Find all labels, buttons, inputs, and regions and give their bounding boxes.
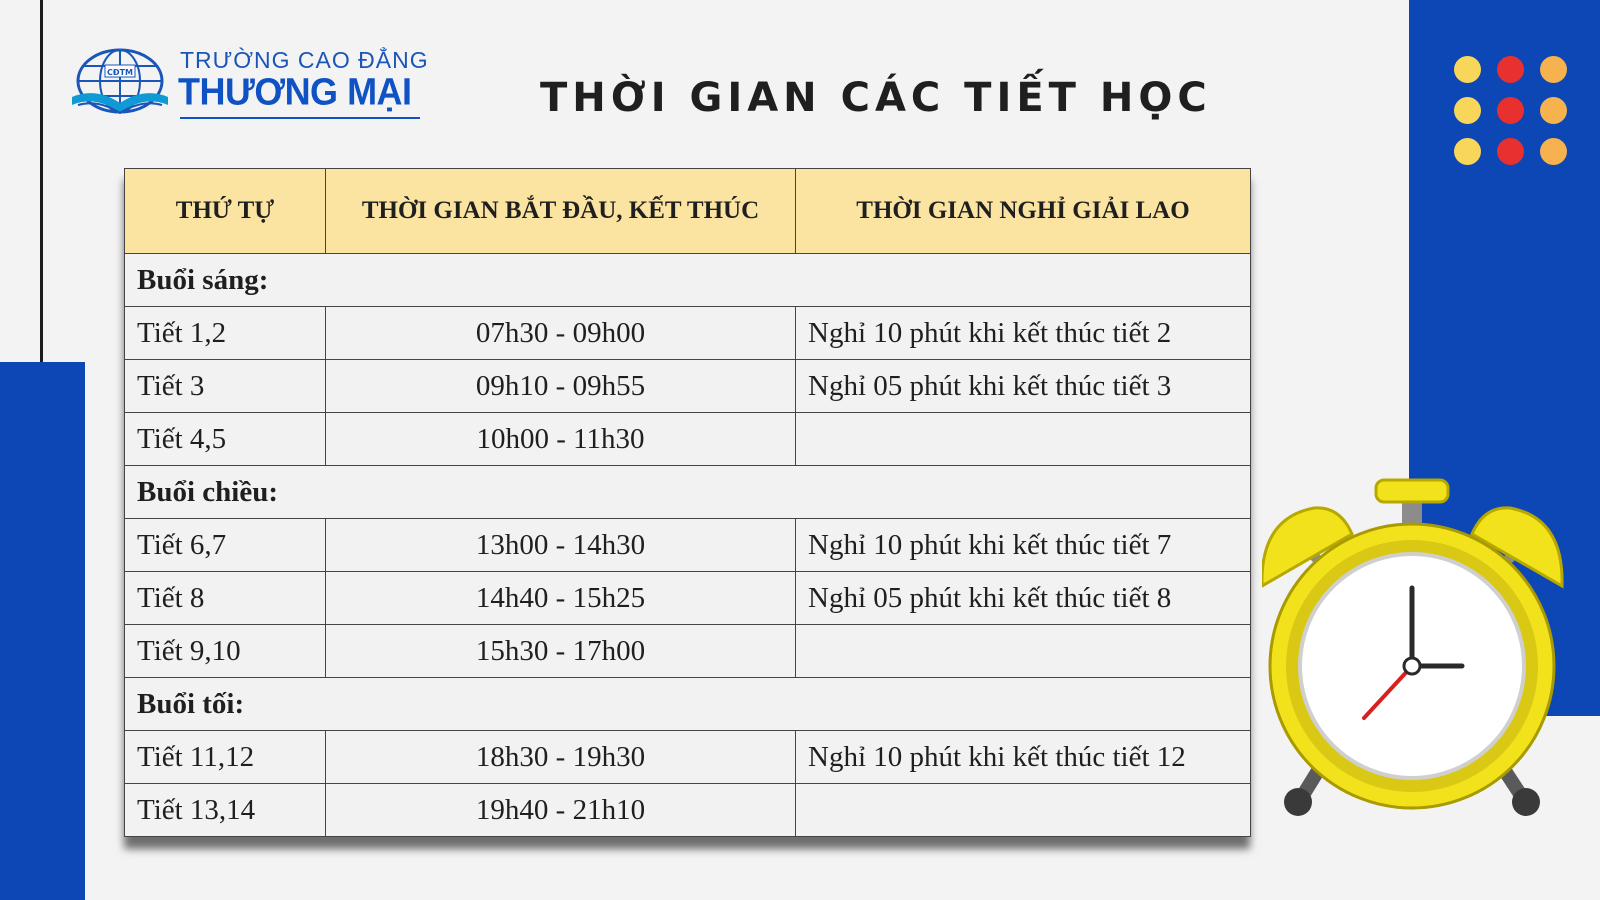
decorative-dot: [1497, 97, 1524, 124]
break-cell: Nghỉ 05 phút khi kết thúc tiết 3: [796, 360, 1251, 413]
time-cell: 14h40 - 15h25: [326, 572, 796, 625]
period-cell: Tiết 3: [125, 360, 326, 413]
time-cell: 19h40 - 21h10: [326, 784, 796, 837]
decorative-dot: [1540, 138, 1567, 165]
header-order: THỨ TỰ: [125, 169, 326, 254]
period-cell: Tiết 9,10: [125, 625, 326, 678]
globe-book-logo-icon: [68, 47, 172, 121]
time-cell: 09h10 - 09h55: [326, 360, 796, 413]
time-cell: 18h30 - 19h30: [326, 731, 796, 784]
period-cell: Tiết 13,14: [125, 784, 326, 837]
logo-school-name: THƯƠNG MẠI: [178, 69, 412, 113]
break-cell: [796, 784, 1251, 837]
time-cell: 15h30 - 17h00: [326, 625, 796, 678]
break-cell: [796, 413, 1251, 466]
decorative-dot: [1454, 97, 1481, 124]
schedule-table: [124, 168, 1251, 837]
logo-globe-text: CĐTM: [107, 68, 133, 77]
decorative-dot: [1540, 97, 1567, 124]
school-logo: [68, 45, 428, 125]
decorative-dot: [1540, 56, 1567, 83]
section-label: Buổi sáng:: [125, 254, 1251, 307]
section-label: Buổi chiều:: [125, 466, 1251, 519]
decorative-dot: [1454, 56, 1481, 83]
break-cell: Nghỉ 10 phút khi kết thúc tiết 7: [796, 519, 1251, 572]
decorative-dot: [1497, 56, 1524, 83]
period-cell: Tiết 4,5: [125, 413, 326, 466]
break-cell: Nghỉ 05 phút khi kết thúc tiết 8: [796, 572, 1251, 625]
alarm-clock-icon: [1262, 478, 1582, 838]
table-header-row: [125, 169, 1251, 254]
header-break-time: THỜI GIAN NGHỈ GIẢI LAO: [796, 169, 1251, 254]
section-row-morning: [125, 254, 1251, 307]
period-cell: Tiết 8: [125, 572, 326, 625]
logo-underline: [180, 117, 420, 119]
section-row-afternoon: [125, 466, 1251, 519]
table-row: [125, 731, 1251, 784]
page-title: THỜI GIAN CÁC TIẾT HỌC: [540, 75, 1212, 121]
break-cell: Nghỉ 10 phút khi kết thúc tiết 2: [796, 307, 1251, 360]
schedule-table-container: [124, 168, 1250, 837]
time-cell: 10h00 - 11h30: [326, 413, 796, 466]
left-divider-line: [40, 0, 43, 362]
period-cell: Tiết 6,7: [125, 519, 326, 572]
table-row: [125, 307, 1251, 360]
table-row: [125, 784, 1251, 837]
table-row: [125, 519, 1251, 572]
table-row: [125, 413, 1251, 466]
decorative-dot: [1454, 138, 1481, 165]
break-cell: Nghỉ 10 phút khi kết thúc tiết 12: [796, 731, 1251, 784]
period-cell: Tiết 11,12: [125, 731, 326, 784]
table-row: [125, 572, 1251, 625]
section-row-evening: [125, 678, 1251, 731]
time-cell: 13h00 - 14h30: [326, 519, 796, 572]
period-cell: Tiết 1,2: [125, 307, 326, 360]
decorative-dot: [1497, 138, 1524, 165]
section-label: Buổi tối:: [125, 678, 1251, 731]
time-cell: 07h30 - 09h00: [326, 307, 796, 360]
table-row: [125, 625, 1251, 678]
header-start-end-time: THỜI GIAN BẮT ĐẦU, KẾT THÚC: [326, 169, 796, 254]
left-blue-panel: [0, 362, 85, 900]
decorative-dot-grid: [1454, 56, 1580, 182]
table-row: [125, 360, 1251, 413]
logo-school-type: TRƯỜNG CAO ĐẲNG: [180, 47, 429, 73]
break-cell: [796, 625, 1251, 678]
